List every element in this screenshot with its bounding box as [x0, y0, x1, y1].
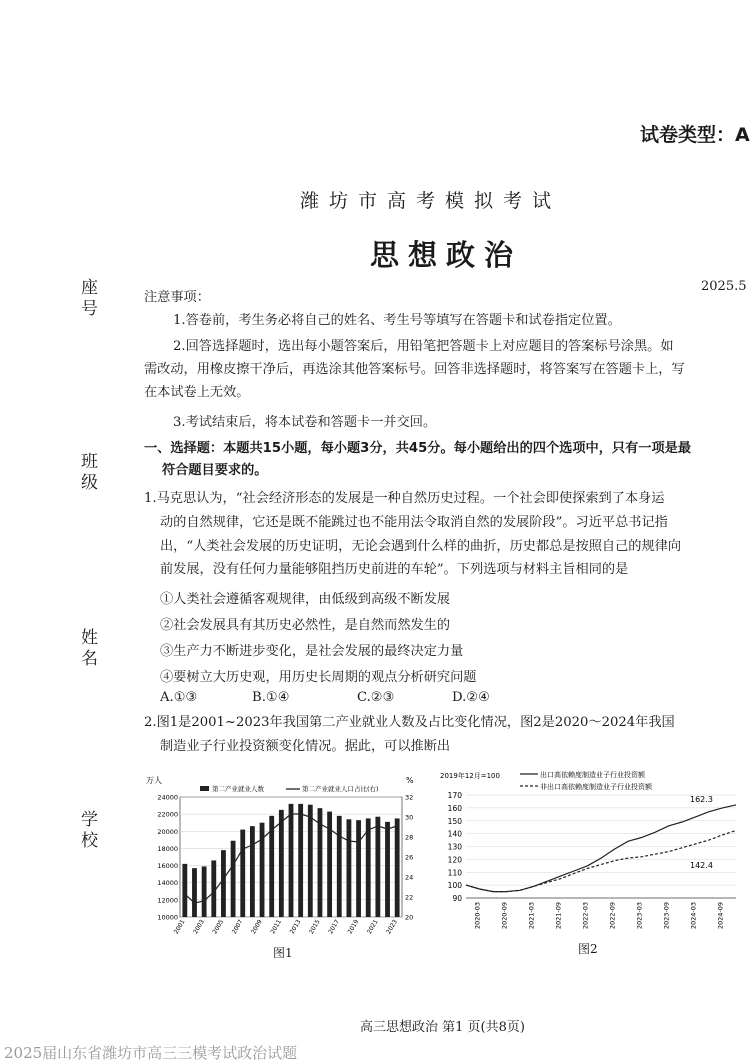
fig1-x-tick: 2003 — [192, 918, 206, 936]
fig1-bar-2004 — [211, 860, 216, 917]
fig1-x-tick: 2021 — [365, 918, 380, 936]
fig1-bar-2023 — [395, 818, 400, 917]
fig2-y-tick: 90 — [452, 894, 462, 903]
fig2-x-tick: 2021-09 — [554, 902, 563, 930]
fig1-x-tick: 2023 — [385, 918, 399, 936]
fig2-x-tick: 2023-09 — [662, 902, 671, 930]
figure-2-chart — [434, 770, 744, 950]
figure-1-caption: 图1 — [273, 946, 293, 960]
class-field-label: 班级 — [77, 452, 97, 494]
fig1-y2-tick: 30 — [405, 813, 414, 822]
fig2-solid-series-line — [466, 805, 736, 892]
fig2-x-tick: 2022-03 — [581, 902, 590, 930]
fig1-bar-2002 — [192, 868, 197, 917]
fig1-left-unit: 万人 — [146, 776, 162, 785]
fig1-bar-2014 — [308, 805, 313, 917]
fig1-x-tick: 2009 — [250, 918, 264, 936]
section-1-header-cont: 符合题目要求的。 — [162, 463, 268, 478]
fig1-y-tick: 24000 — [157, 793, 178, 802]
fig1-legend-bar-swatch — [200, 786, 209, 791]
fig1-bar-2005 — [221, 850, 226, 917]
fig2-end-label-dash: 142.4 — [690, 861, 713, 870]
fig2-y-tick: 100 — [447, 881, 462, 891]
fig1-y-tick: 20000 — [157, 827, 178, 836]
fig1-y-tick: 14000 — [157, 879, 178, 888]
fig1-bar-2013 — [298, 804, 303, 917]
fig2-x-tick: 2024-09 — [716, 902, 725, 930]
school-field-label: 学校 — [77, 810, 97, 852]
fig2-x-tick: 2020-03 — [473, 902, 482, 930]
fig2-y-tick: 170 — [447, 791, 462, 800]
fig1-legend-line: 第二产业就业人口占比(右) — [302, 785, 379, 793]
fig1-bar-2017 — [337, 816, 342, 917]
fig2-y-tick: 130 — [447, 842, 462, 852]
name-field-label: 姓名 — [77, 628, 97, 670]
fig1-y-tick: 12000 — [157, 896, 178, 905]
fig1-y2-tick: 22 — [405, 893, 414, 902]
fig1-x-tick: 2001 — [172, 918, 187, 936]
notice-item-1: 1.答卷前，考生务必将自己的姓名、考生号等填写在答题卡和试卷指定位置。 — [173, 313, 621, 328]
fig1-bar-2022 — [385, 822, 390, 917]
fig2-x-tick: 2022-09 — [608, 902, 617, 930]
option-b[interactable]: B.①④ — [252, 690, 290, 705]
option-d[interactable]: D.②④ — [452, 690, 490, 705]
option-a[interactable]: A.①③ — [160, 690, 198, 705]
document-watermark: 2025届山东省潍坊市高三三模考试政治试题 — [4, 1044, 298, 1062]
fig1-y-tick: 16000 — [157, 862, 178, 871]
question-2-stem: 2.图1是2001~2023年我国第二产业就业人数及占比变化情况，图2是2020～2024年我国 — [144, 715, 675, 730]
fig2-end-label-solid: 162.3 — [690, 795, 713, 804]
statement-2: ②社会发展具有其历史必然性，是自然而然发生的 — [160, 618, 451, 633]
question-1-stem-l3: 出，“人类社会发展的历史证明，无论会遇到什么样的曲折，历史都总是按照自己的规律向 — [160, 539, 682, 554]
fig2-base-label: 2019年12月=100 — [440, 772, 500, 780]
fig1-bar-2007 — [240, 830, 245, 917]
fig1-y-tick: 18000 — [157, 844, 178, 853]
fig1-x-tick: 2011 — [269, 918, 284, 936]
fig1-y2-tick: 28 — [405, 833, 414, 842]
figure-1-chart — [140, 772, 420, 952]
seat-field-label: 座号 — [77, 278, 97, 320]
fig1-y2-tick: 20 — [405, 913, 414, 922]
fig1-y2-tick: 26 — [405, 853, 414, 862]
fig1-bar-2003 — [202, 866, 207, 917]
fig1-x-tick: 2017 — [327, 918, 341, 936]
fig2-x-tick: 2023-03 — [635, 902, 644, 930]
fig1-x-tick: 2015 — [307, 918, 322, 936]
fig1-bar-2020 — [366, 818, 371, 917]
fig1-right-unit: % — [406, 776, 414, 785]
fig1-bar-2008 — [250, 826, 255, 917]
exam-date: 2025.5 — [701, 279, 747, 294]
fig1-bar-2018 — [347, 819, 352, 917]
fig2-legend-dash: 非出口高依赖度制造业子行业投资额 — [540, 783, 652, 791]
question-2-stem-l2: 制造业子行业投资额变化情况。据此，可以推断出 — [160, 739, 451, 754]
question-1-stem-l2: 动的自然规律，它还是既不能跳过也不能用法令取消自然的发展阶段”。习近平总书记指 — [160, 515, 668, 530]
fig1-bar-2006 — [231, 841, 236, 917]
notice-item-2: 2.回答选择题时，选出每小题答案后，用铅笔把答题卡上对应题目的答案标号涂黑。如 — [173, 339, 674, 354]
statement-4: ④要树立大历史观，用历史长周期的观点分析研究问题 — [160, 670, 477, 685]
fig2-y-tick: 110 — [447, 868, 462, 878]
figure-2-caption: 图2 — [578, 942, 598, 956]
fig1-bar-2011 — [279, 810, 284, 917]
fig1-x-tick: 2013 — [288, 918, 303, 936]
fig1-bar-2021 — [375, 817, 380, 917]
fig2-x-tick: 2021-03 — [527, 902, 536, 930]
fig2-x-tick: 2020-09 — [500, 902, 509, 930]
paper-type: 试卷类型：A — [640, 124, 750, 146]
fig1-x-tick: 2005 — [211, 918, 226, 936]
page-footer: 高三思想政治 第1 页(共8页) — [360, 1020, 525, 1035]
fig2-x-tick: 2024-03 — [689, 902, 698, 930]
notice-title: 注意事项： — [144, 290, 210, 305]
notice-item-2-cont2: 在本试卷上无效。 — [144, 385, 250, 400]
question-1-stem: 1.马克思认为，“社会经济形态的发展是一种自然历史过程。一个社会即使探索到了本身运 — [144, 491, 665, 506]
statement-3: ③生产力不断进步变化，是社会发展的最终决定力量 — [160, 644, 464, 659]
fig1-y-tick: 10000 — [157, 913, 178, 922]
notice-item-3: 3.考试结束后，将本试卷和答题卡一并交回。 — [173, 415, 437, 430]
question-1-stem-l4: 前发展，没有任何力量能够阻挡历史前进的车轮”。下列选项与材料主旨相同的是 — [160, 562, 629, 577]
fig2-y-tick: 140 — [447, 829, 462, 839]
subject-title: 思想政治 — [370, 238, 523, 272]
statement-1: ①人类社会遵循客观规律，由低级到高级不断发展 — [160, 592, 451, 607]
fig1-y2-tick: 32 — [405, 793, 414, 802]
fig1-bar-2012 — [289, 804, 294, 917]
fig1-y-tick: 22000 — [157, 810, 178, 819]
fig1-x-tick: 2019 — [346, 918, 361, 936]
notice-item-2-cont: 需改动，用橡皮擦干净后，再选涂其他答案标号。回答非选择题时，将答案写在答题卡上，写 — [144, 362, 685, 377]
fig1-bar-2019 — [356, 820, 361, 917]
fig2-y-tick: 150 — [447, 816, 462, 826]
fig1-y2-tick: 24 — [405, 873, 414, 882]
fig2-legend-solid: 出口高依赖度制造业子行业投资额 — [540, 771, 645, 779]
fig2-y-tick: 120 — [447, 855, 462, 865]
section-1-header: 一、选择题：本题共15小题，每小题3分，共45分。每小题给出的四个选项中，只有一项是最 — [144, 441, 692, 456]
fig1-bar-2016 — [327, 812, 332, 917]
fig1-x-tick: 2007 — [230, 918, 245, 936]
exam-title: 潍坊市高考模拟考试 — [300, 190, 562, 212]
fig2-y-tick: 160 — [447, 803, 462, 813]
fig1-legend-bar: 第二产业就业人数 — [212, 785, 264, 793]
fig1-bar-2001 — [182, 864, 187, 917]
option-c[interactable]: C.②③ — [357, 690, 395, 705]
